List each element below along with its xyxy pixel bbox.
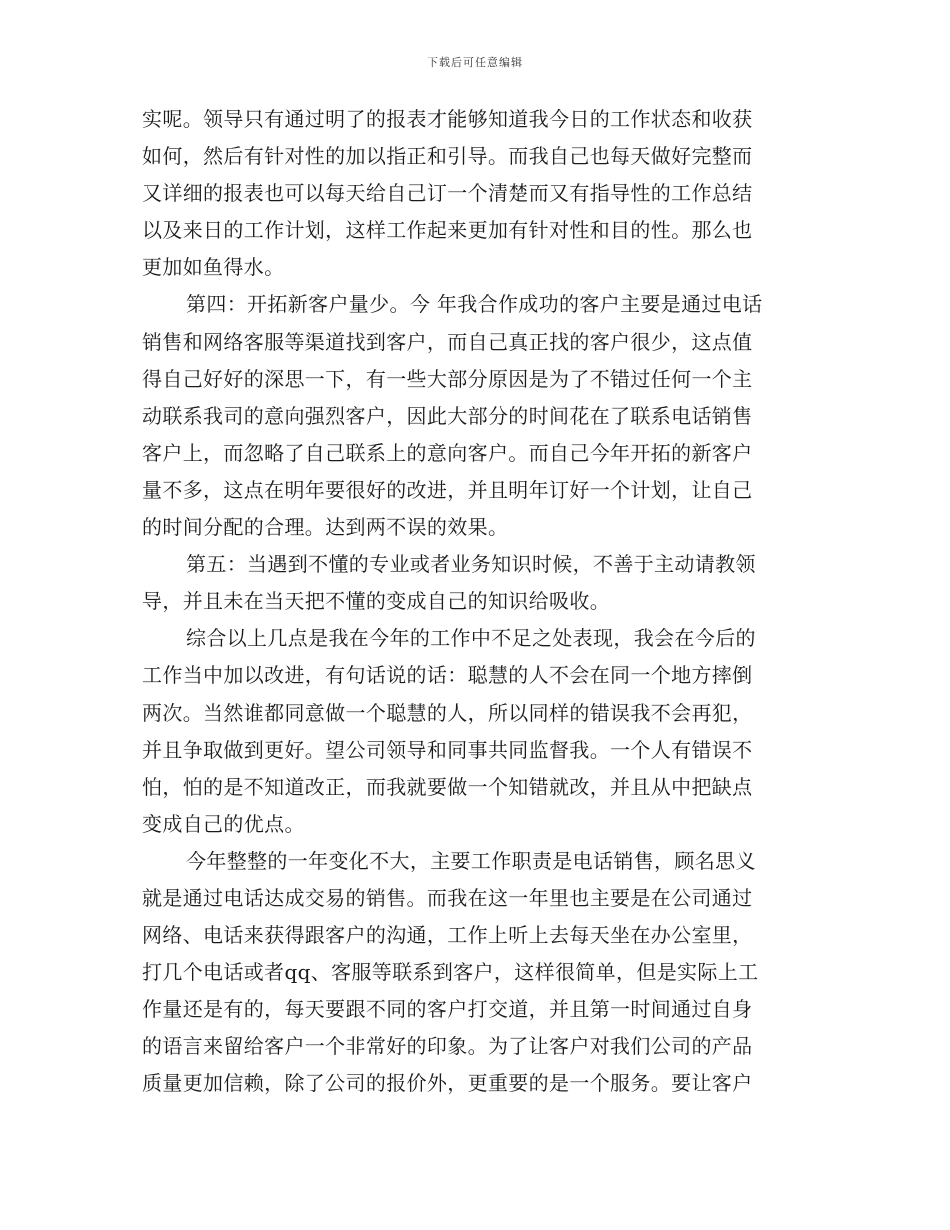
paragraph-1-line-1: 实呢。领导只有通过明了的报表才能够知道我今日的工作状态和收获: [142, 107, 753, 131]
paragraph-5-line-5: 作量还是有的，每天要跟不同的客户打交道，并且第一时间通过自身: [142, 997, 753, 1022]
paragraph-1-line-5: 更加如鱼得水。: [142, 255, 285, 280]
paragraph-2-line-7: 的时间分配的合理。达到两不误的效果。: [142, 515, 509, 540]
paragraph-1-line-2: 如何，然后有针对性的加以指正和引导。而我自己也每天做好完整而: [142, 144, 753, 169]
paragraph-4-line-5: 怕，怕的是不知道改正，而我就要做一个知错就改，并且从中把缺点: [142, 774, 753, 799]
paragraph-2-line-1: 第四：开拓新客户量少。今 年我合作成功的客户主要是通过电话: [186, 292, 763, 317]
paragraph-2-line-2: 销售和网络客服等渠道找到客户，而自己真正找的客户很少，这点值: [142, 329, 753, 354]
paragraph-4-line-4: 并且争取做到更好。望公司领导和同事共同监督我。一个人有错误不: [142, 737, 753, 762]
paragraph-4-line-3: 两次。当然谁都同意做一个聪慧的人，所以同样的错误我不会再犯，: [142, 700, 753, 725]
paragraph-2-line-5: 客户上，而忽略了自己联系上的意向客户。而自己今年开拓的新客户: [142, 440, 753, 465]
paragraph-4-line-1: 综合以上几点是我在今年的工作中不足之处表现，我会在今后的: [186, 626, 756, 651]
header-note: 下载后可任意编辑: [427, 56, 523, 69]
paragraph-4-line-6: 变成自己的优点。: [142, 811, 305, 836]
paragraph-5-line-1: 今年整整的一年变化不大，主要工作职责是电话销售，顾名思义: [186, 848, 756, 873]
paragraph-2-line-6: 量不多，这点在明年要很好的改进，并且明年订好一个计划，让自己: [142, 477, 753, 502]
paragraph-4-line-2: 工作当中加以改进，有句话说的话：聪慧的人不会在同一个地方摔倒: [142, 663, 753, 688]
paragraph-5-line-6: 的语言来留给客户一个非常好的印象。为了让客户对我们公司的产品: [142, 1034, 753, 1059]
paragraph-2-line-4: 动联系我司的意向强烈客户，因此大部分的时间花在了联系电话销售: [142, 403, 753, 428]
paragraph-3-line-1: 第五：当遇到不懂的专业或者业务知识时候，不善于主动请教领: [186, 552, 756, 577]
paragraph-1-line-4: 以及来日的工作计划，这样工作起来更加有针对性和目的性。那么也: [142, 218, 753, 243]
paragraph-5-line-2: 就是通过电话达成交易的销售。而我在这一年里也主要是在公司通过: [142, 885, 753, 910]
paragraph-5-line-3: 网络、电话来获得跟客户的沟通，工作上听上去每天坐在办公室里，: [142, 923, 753, 948]
document-body: [142, 101, 808, 1103]
paragraph-1-line-3: 又详细的报表也可以每天给自己订一个清楚而又有指导性的工作总结: [142, 181, 753, 206]
paragraph-5-line-4: 打几个电话或者qq、客服等联系到客户，这样很简单，但是实际上工: [142, 960, 759, 985]
paragraph-2-line-3: 得自己好好的深思一下，有一些大部分原因是为了不错过任何一个主: [142, 366, 753, 391]
paragraph-5-line-7: 质量更加信赖，除了公司的报价外，更重要的是一个服务。要让客户: [142, 1071, 753, 1096]
paragraph-3-line-2: 导，并且未在当天把不懂的变成自己的知识给吸收。: [142, 589, 611, 614]
